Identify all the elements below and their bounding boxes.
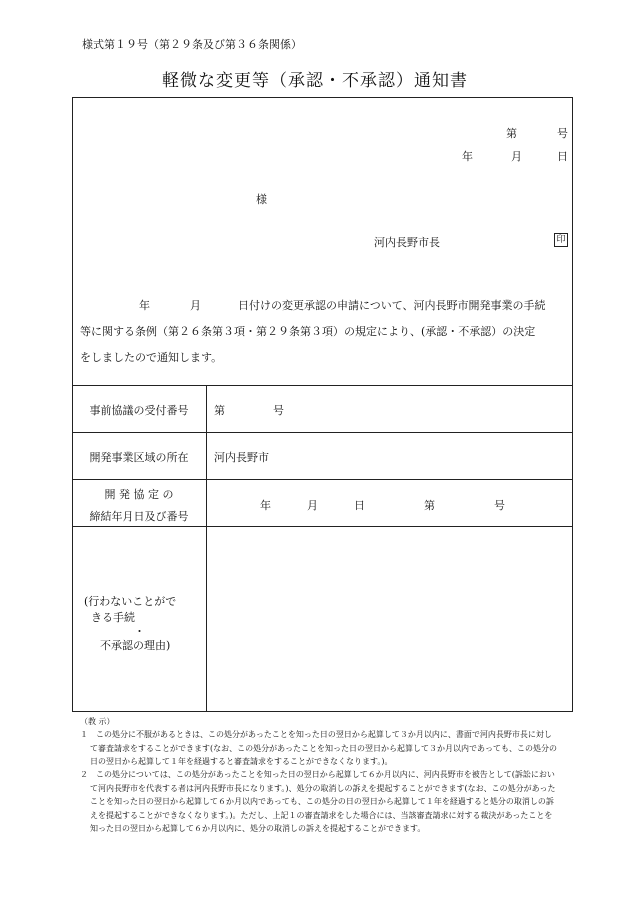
consultation-number-go: 号: [273, 404, 284, 417]
agreement-month-label: 月: [307, 499, 318, 512]
notes-item-2: [80, 768, 558, 836]
agreement-day-label: 日: [354, 499, 365, 512]
notes-item-1: [80, 728, 558, 769]
doc-number-go: 号: [557, 127, 568, 140]
project-location-label: 開発事業区域の所在: [89, 451, 189, 464]
consultation-number-label: 事前協議の受付番号: [89, 404, 189, 417]
body-text-line3: をしましたので通知します。: [80, 351, 223, 364]
date-day-label: 日: [557, 150, 568, 163]
date-year-label: 年: [462, 150, 473, 163]
doc-number-dai: 第: [506, 127, 517, 140]
agreement-number-go: 号: [494, 499, 505, 512]
notes-item-1-text: １ この処分に不服があるときは、この処分があったことを知った日の翌日から起算して３か月以内に、書面で河内長野市長に対して審査請求をすることができます(なお、この処分があったことを知った日の翌日から起算して３か月以内であっても、この処分の日の翌日から起算して１年を経過すると審査請求をすることができなくなります。)。: [80, 730, 557, 766]
body-text-line2: 等に関する条例（第２６条第３項・第２９条第３項）の規定により、(承認・不承認）の決定: [80, 325, 536, 338]
agreement-number-dai: 第: [424, 499, 435, 512]
notes-heading: （教 示）: [80, 717, 115, 726]
agreement-label-line1: 開 発 協 定 の: [104, 488, 174, 501]
reason-label-line3: ・: [134, 625, 145, 638]
body-text-line1: 日付けの変更承認の申請について、河内長野市開発事業の手続: [238, 299, 546, 312]
divider-line: [72, 479, 573, 480]
divider-line: [72, 385, 573, 386]
agreement-year-label: 年: [260, 499, 271, 512]
body-month-label: 月: [190, 299, 201, 312]
notes-item-2-text: ２ この処分については、この処分があったことを知った日の翌日から起算して６か月以内に、河内長野市を被告として(訴訟において河内長野市を代表する者は河内長野市長になります。)、処分の取消しの訴えを提起することができます(なお、この処分があったことを知った日の翌日から起算して６か月以内であっても、この処分の日の翌日から起算して１年を経過すると処分の取消しの訴えを提起することができなくなります。)。ただし、上記１の審査請求をした場合には、当該審査請求に対する裁決があったことを知った日の翌日から起算して６か月以内に、処分の取消しの訴えを提起することができます。: [80, 770, 556, 833]
addressee-sama: 様: [256, 193, 267, 206]
date-month-label: 月: [511, 150, 522, 163]
reason-field[interactable]: [207, 527, 572, 711]
seal-mark: 印: [554, 233, 568, 247]
reason-label-line4: 不承認の理由): [100, 639, 171, 652]
reason-label-line1: (行わないことがで: [84, 595, 177, 608]
body-year-label: 年: [139, 299, 150, 312]
document-title: 軽微な変更等（承認・不承認）通知書: [162, 71, 468, 91]
reason-label-line2: きる手続: [91, 611, 135, 624]
consultation-number-dai: 第: [214, 404, 225, 417]
agreement-label-line2: 締結年月日及び番号: [89, 510, 189, 523]
issuer-name: 河内長野市長: [374, 236, 440, 249]
form-number: 様式第１９号（第２９条及び第３６条関係）: [82, 38, 302, 51]
project-location-value: 河内長野市: [214, 451, 269, 464]
divider-line: [72, 432, 573, 433]
